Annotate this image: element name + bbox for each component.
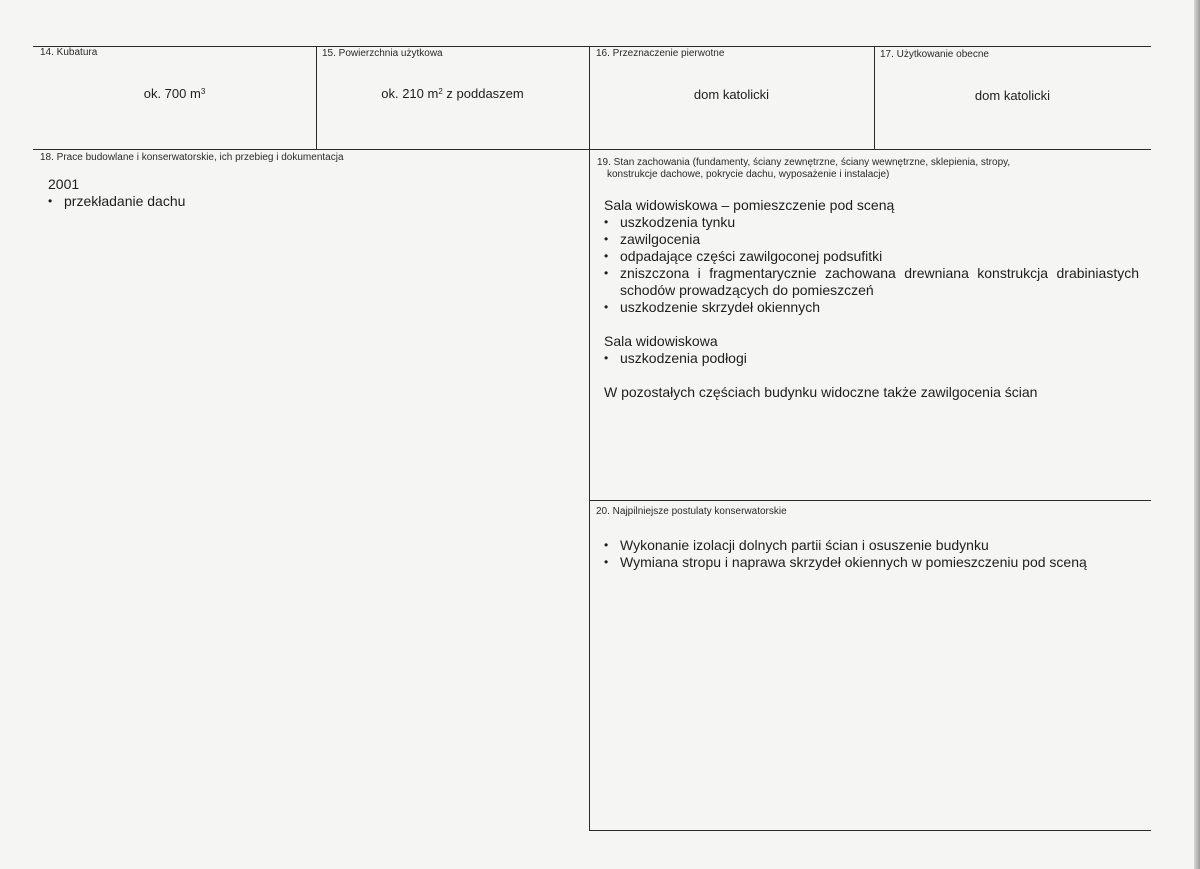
group-title: Sala widowiskowa <box>604 333 718 349</box>
rule-bottom <box>589 830 1151 831</box>
list-item: • przekładanie dachu <box>48 193 568 210</box>
rule-row1-bottom <box>33 149 1151 150</box>
list-item: • Wykonanie izolacji dolnych partii ścian i osuszenie budynku <box>604 537 1139 554</box>
value-kubatura: ok. 700 $m^3$ <box>143 86 206 101</box>
stan-list-2 <box>604 350 1139 367</box>
list-item: • zniszczona i fragmentarycznie zachowana drewniana konstrukcja drabiniastych schodów prowadzących do pomieszczeń <box>604 265 1139 299</box>
list-item: • uszkodzenie skrzydeł okiennych <box>604 299 1139 316</box>
section-stan-content <box>604 197 1139 401</box>
postulaty-list <box>604 537 1139 571</box>
prace-list <box>48 193 568 210</box>
label-powierzchnia: 15. Powierzchnia użytkowa <box>322 48 443 59</box>
label-stan-zachowania: 19. Stan zachowania (fundamenty, ściany zewnętrzne, ściany wewnętrzne, sklepienia, stropy, konstrukcje dachowe, pokrycie dachu, wyposażenie i instalacje) <box>597 157 1011 180</box>
list-item: • Wymiana stropu i naprawa skrzydeł okiennych w pomieszczeniu pod sceną <box>604 554 1139 571</box>
list-item: • zawilgocenia <box>604 231 1139 248</box>
stan-list-1 <box>604 214 1139 316</box>
rule-top <box>33 46 1151 47</box>
value-uzytkowanie: dom katolicki <box>974 88 1051 103</box>
label-uzytkowanie: 17. Użytkowanie obecne <box>880 49 989 60</box>
list-item: • uszkodzenia podłogi <box>604 350 1139 367</box>
value-powierzchnia: ok. 210 $m^2$ z poddaszem <box>381 86 524 101</box>
section-postulaty-content <box>604 537 1139 571</box>
label-postulaty: 20. Najpilniejsze postulaty konserwatorskie <box>596 506 787 517</box>
label-kubatura: 14. Kubatura <box>40 47 98 58</box>
section-prace-content <box>48 176 568 210</box>
list-item: • odpadające części zawilgoconej podsufitki <box>604 248 1139 265</box>
card-edge <box>1194 0 1200 869</box>
prace-year: 2001 <box>48 176 80 192</box>
rule-col-center <box>589 46 590 831</box>
label-prace-budowlane: 18. Prace budowlane i konserwatorskie, ich przebieg i dokumentacja <box>40 152 344 163</box>
group-title: Sala widowiskowa – pomieszczenie pod sceną <box>604 197 895 213</box>
stan-note: W pozostałych częściach budynku widoczne także zawilgocenia ścian <box>604 384 1038 400</box>
label-przeznaczenie: 16. Przeznaczenie pierwotne <box>596 48 725 59</box>
value-przeznaczenie: dom katolicki <box>693 87 770 102</box>
rule-s19-bottom <box>589 500 1151 501</box>
list-item: • uszkodzenia tynku <box>604 214 1139 231</box>
